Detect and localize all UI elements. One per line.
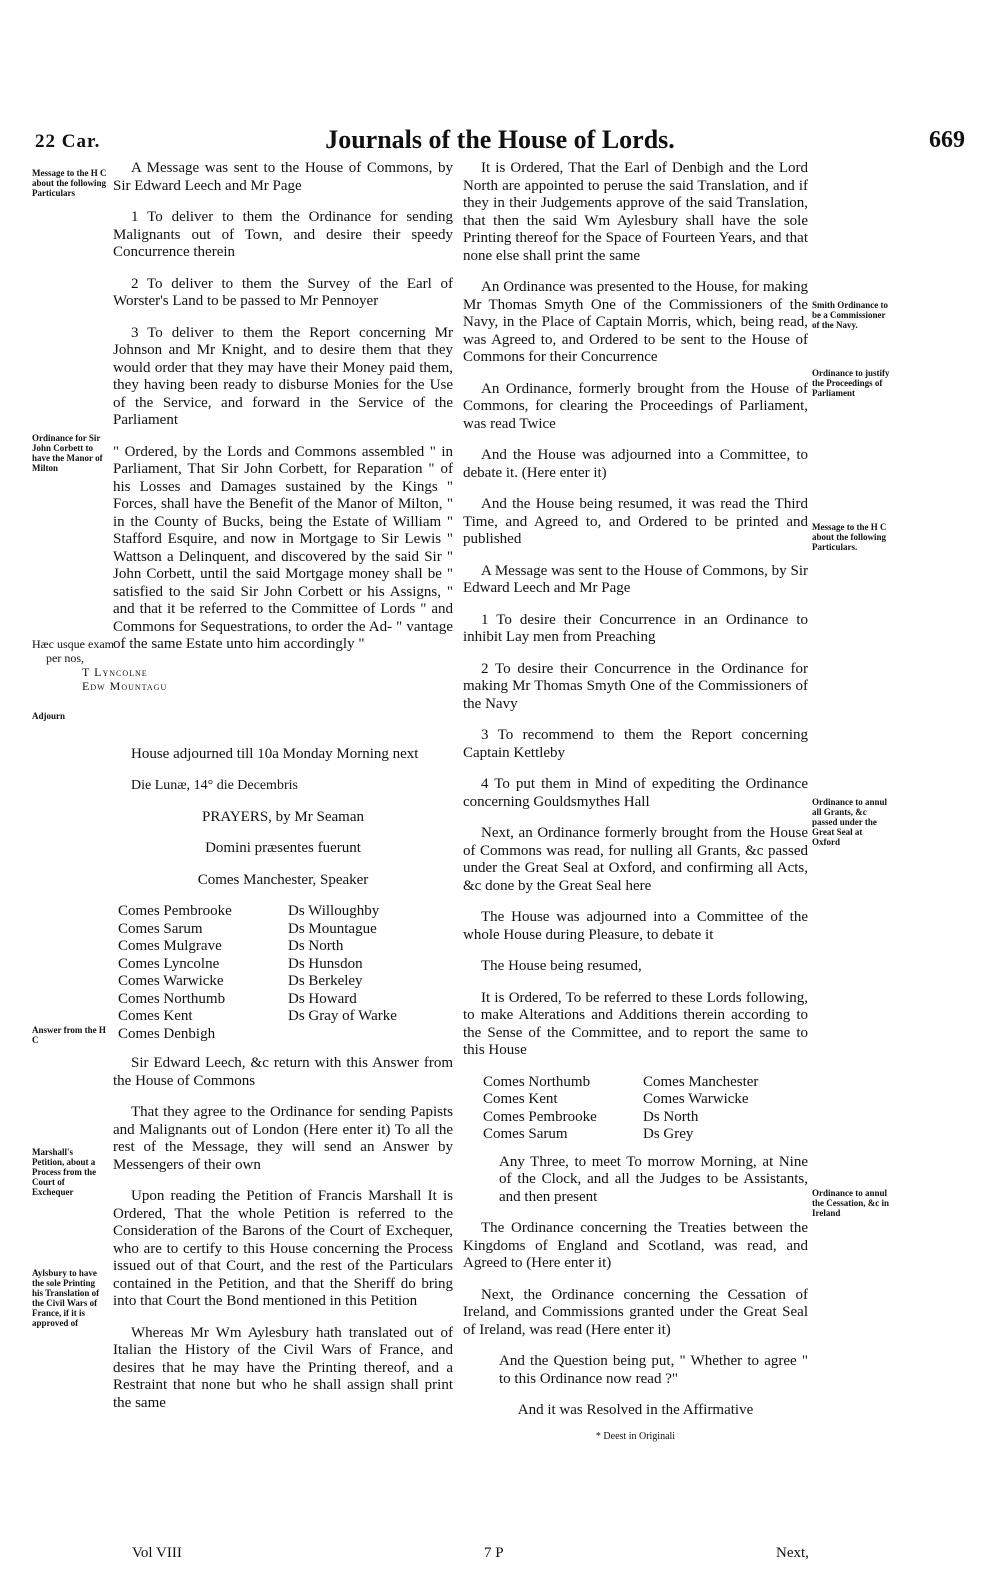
- lord-entry: Comes Pembrooke: [118, 903, 232, 919]
- paragraph: An Ordinance, formerly brought from the House of Commons, for clearing the Proceedings of Parliament, was read Twice: [463, 380, 808, 432]
- lord-entry: Comes Denbigh: [118, 1025, 216, 1042]
- lord-entry: Ds Willoughby: [288, 903, 380, 919]
- margin-note-grants: Ordinance to annul all Grants, &c passed under the Great Seal at Oxford: [812, 797, 888, 847]
- paragraph: And the House being resumed, it was read the Third Time, and Agreed to, and Ordered to be printed and published: [463, 496, 808, 547]
- date-heading-text: Die Lunæ, 14° die Decembris: [131, 778, 298, 793]
- lord-entry: [288, 1026, 448, 1044]
- lord-entry: Comes Kent: [118, 1008, 193, 1024]
- paragraph: Upon reading the Petition of Francis Marshall It is Ordered, That the whole Petition is referred to the Consideration of the Barons of the Court of Exchequer, who are to certify to this House concerning the Process issued out of that Court, and the rest of the Particulars contained in the Petition, and that the Sheriff do bring into that Court the Bond mentioned in this Petition: [113, 1188, 453, 1309]
- margin-note-cessation: Ordinance to annul the Cessation, &c in Ireland: [812, 1188, 889, 1218]
- margin-note-smith: Smith Ordinance to be a Commissioner of the Navy.: [812, 300, 889, 330]
- paragraph: 3 To deliver to them the Report concerning Mr Johnson and Mr Knight, and to desire them that they would order that they may have their Money paid them, they having been ready to disburse Monies for the Use of the Service, and forward in the Service of the Parliament: [113, 324, 453, 428]
- page-header: [35, 125, 965, 165]
- left-column: [113, 160, 453, 1426]
- paragraph: 1 To desire their Concurrence in an Ordinance to inhibit Lay men from Preaching: [463, 611, 808, 645]
- paragraph: Next, the Ordinance concerning the Cessation of Ireland, and Commissions granted under the Great Seal of Ireland, was read (Here enter it): [463, 1286, 808, 1338]
- paragraph: The House being resumed,: [481, 958, 642, 974]
- lord-entry: Comes Warwicke: [643, 1091, 749, 1107]
- lord-entry: Comes Sarum: [483, 1126, 568, 1142]
- paragraph: A Message was sent to the House of Commons, by Sir Edward Leech and Mr Page: [463, 562, 808, 596]
- paragraph: 3 To recommend to them the Report concerning Captain Kettleby: [463, 727, 808, 761]
- lords-present-list: [118, 903, 453, 1043]
- paragraph: It is Ordered, That the Earl of Denbigh and the Lord North are appointed to peruse the said Translation, and if they in their Judgements approve of the said Translation, that then the said Wm Aylesbury shall have the sole Printing thereof for the Space of Fourteen Years, and that none else shall print the same: [463, 160, 808, 264]
- speaker: Comes Manchester, Speaker: [197, 871, 369, 888]
- paragraph: Next, an Ordinance formerly brought from the House of Commons was read, for nulling all Grants, &c passed under the Great Seal at Oxford, and confirming all Acts, &c done by the Great Seal here: [463, 825, 808, 894]
- lord-entry: Ds Mountague: [288, 920, 377, 937]
- margin-note-aylsbury: Aylsbury to have the sole Printing his Translation of the Civil Wars of France, if it is approved of: [32, 1268, 100, 1328]
- paragraph: Sir Edward Leech, &c return with this Answer from the House of Commons: [113, 1055, 453, 1089]
- lord-entry: Comes Northumb: [483, 1073, 591, 1090]
- committee-list: [483, 1074, 808, 1144]
- paragraph: 2 To deliver to them the Survey of the Earl of Worster's Land to be passed to Mr Pennoyer: [113, 275, 453, 309]
- signature-name: T Lyncolne: [82, 665, 148, 679]
- lord-entry: Ds Berkeley: [288, 973, 363, 989]
- paragraph: Whereas Mr Wm Aylesbury hath translated out of Italian the History of the Civil Wars of France, and desires that he may have the Printing thereof, and a Restraint that none but who he shall assign shall print the same: [113, 1324, 453, 1411]
- paragraph: 1 To deliver to them the Ordinance for sending Malignants out of Town, and desire their speedy Concurrence therein: [113, 209, 453, 260]
- lord-entry: Ds Grey: [643, 1126, 694, 1142]
- paragraph: A Message was sent to the House of Commons, by Sir Edward Leech and Mr Page: [113, 160, 453, 194]
- lord-entry: Comes Northumb: [118, 990, 226, 1007]
- footer-volume: Vol VIII: [132, 1545, 182, 1561]
- lord-entry: Ds North: [643, 1108, 699, 1125]
- paragraph: The Ordinance concerning the Treaties between the Kingdoms of England and Scotland, was read, and Agreed to (Here enter it): [463, 1220, 808, 1271]
- footnote: * Deest in Originali: [595, 1430, 676, 1442]
- lord-entry: Comes Mulgrave: [118, 938, 222, 954]
- paragraph: Any Three, to meet To morrow Morning, at Nine of the Clock, and all the Judges to be Assistants, and then present: [499, 1153, 808, 1205]
- margin-note-justify: Ordinance to justify the Proceedings of Parliament: [812, 368, 890, 398]
- paragraph: An Ordinance was presented to the House, for making Mr Thomas Smyth One of the Commissioners of the Navy, in the Place of Captain Morris, which, being read, was Agreed to, and Ordered to be sent to the House of Commons for their Concurrence: [463, 279, 808, 365]
- margin-note-message-2: Message to the H C about the following Particulars.: [812, 522, 887, 552]
- paragraph: 4 To put them in Mind of expediting the Ordinance concerning Gouldsmythes Hall: [463, 776, 808, 810]
- paragraph: The House was adjourned into a Committee of the whole House during Pleasure, to debate it: [463, 909, 808, 943]
- margin-note-corbett: Ordinance for Sir John Corbett to have the Manor of Milton: [32, 433, 103, 473]
- footer-signature-mark: 7 P: [484, 1545, 504, 1561]
- paragraph: And it was Resolved in the Affirmative: [517, 1402, 754, 1418]
- lord-entry: Ds Gray of Warke: [288, 1008, 397, 1024]
- margin-note-message: Message to the H C about the following Particulars: [32, 168, 107, 198]
- header-title: Journals of the House of Lords.: [325, 125, 675, 154]
- signature-line: per nos,: [46, 651, 84, 665]
- margin-note-adjourn: Adjourn: [32, 711, 66, 721]
- paragraph: 2 To desire their Concurrence in the Ordinance for making Mr Thomas Smyth One of the Commissioners of the Navy: [463, 660, 808, 712]
- lord-entry: Comes Sarum: [118, 920, 203, 937]
- margin-note-marshall: Marshall's Petition, about a Process from the Court of Exchequer: [32, 1147, 97, 1197]
- lord-entry: Ds North: [288, 938, 344, 954]
- paragraph: It is Ordered, To be referred to these Lords following, to make Alterations and Additions therein according to the Sense of the Committee, and to report the same to this House: [463, 989, 808, 1058]
- lord-entry: Comes Manchester: [643, 1073, 759, 1090]
- signature-line: Hæc usque exam: [32, 637, 114, 651]
- present-heading: Domini præsentes fuerunt: [205, 840, 361, 856]
- lord-entry: Ds Hunsdon: [288, 955, 363, 972]
- prayers: PRAYERS, by Mr Seaman: [202, 808, 364, 825]
- margin-note-answer: Answer from the H C: [32, 1025, 106, 1045]
- paragraph: And the Question being put, " Whether to agree " to this Ordinance now read ?": [499, 1353, 808, 1387]
- page-number: 669: [929, 127, 965, 153]
- paragraph: House adjourned till 10a Monday Morning next: [131, 745, 419, 762]
- header-reign: 22 Car.: [35, 131, 101, 152]
- lord-entry: Ds Howard: [288, 990, 357, 1007]
- signature-name: Edw Mountagu: [82, 679, 168, 693]
- signature-block: [32, 637, 167, 693]
- lord-entry: Comes Lyncolne: [118, 955, 220, 972]
- lord-entry: Comes Kent: [483, 1091, 558, 1107]
- right-column: [463, 160, 808, 1459]
- ordinance-quote: " Ordered, by the Lords and Commons assembled " in Parliament, That Sir John Corbett, for Reparation " of his Losses and Damages sustained by the Kings " Forces, shall have the Benefit of the Manor of Milton, " in the County of Bucks, being the Estate of William " Stafford Esquire, and now in Mortgage to Sir Lewis " Wattson a Delinquent, and discovered by the said Sir " John Corbett, until the said Mortgage money shall be " satisfied to the said Sir John Corbett or his Assigns, " and that it be referred to the Committee of Lords " and Commons for Sequestrations, to order the Ad- " vantage of the same Estate unto him accordingly ": [113, 443, 453, 652]
- footer-catchword: Next,: [776, 1545, 809, 1561]
- date-heading: [131, 777, 453, 795]
- paragraph: That they agree to the Ordinance for sending Papists and Malignants out of London (Here enter it) To all the rest of the Message, they will send an Answer by Messengers of their own: [113, 1104, 453, 1173]
- lord-entry: Comes Warwicke: [118, 973, 224, 989]
- lord-entry: Comes Pembrooke: [483, 1108, 597, 1125]
- paragraph: And the House was adjourned into a Committee, to debate it. (Here enter it): [463, 447, 808, 481]
